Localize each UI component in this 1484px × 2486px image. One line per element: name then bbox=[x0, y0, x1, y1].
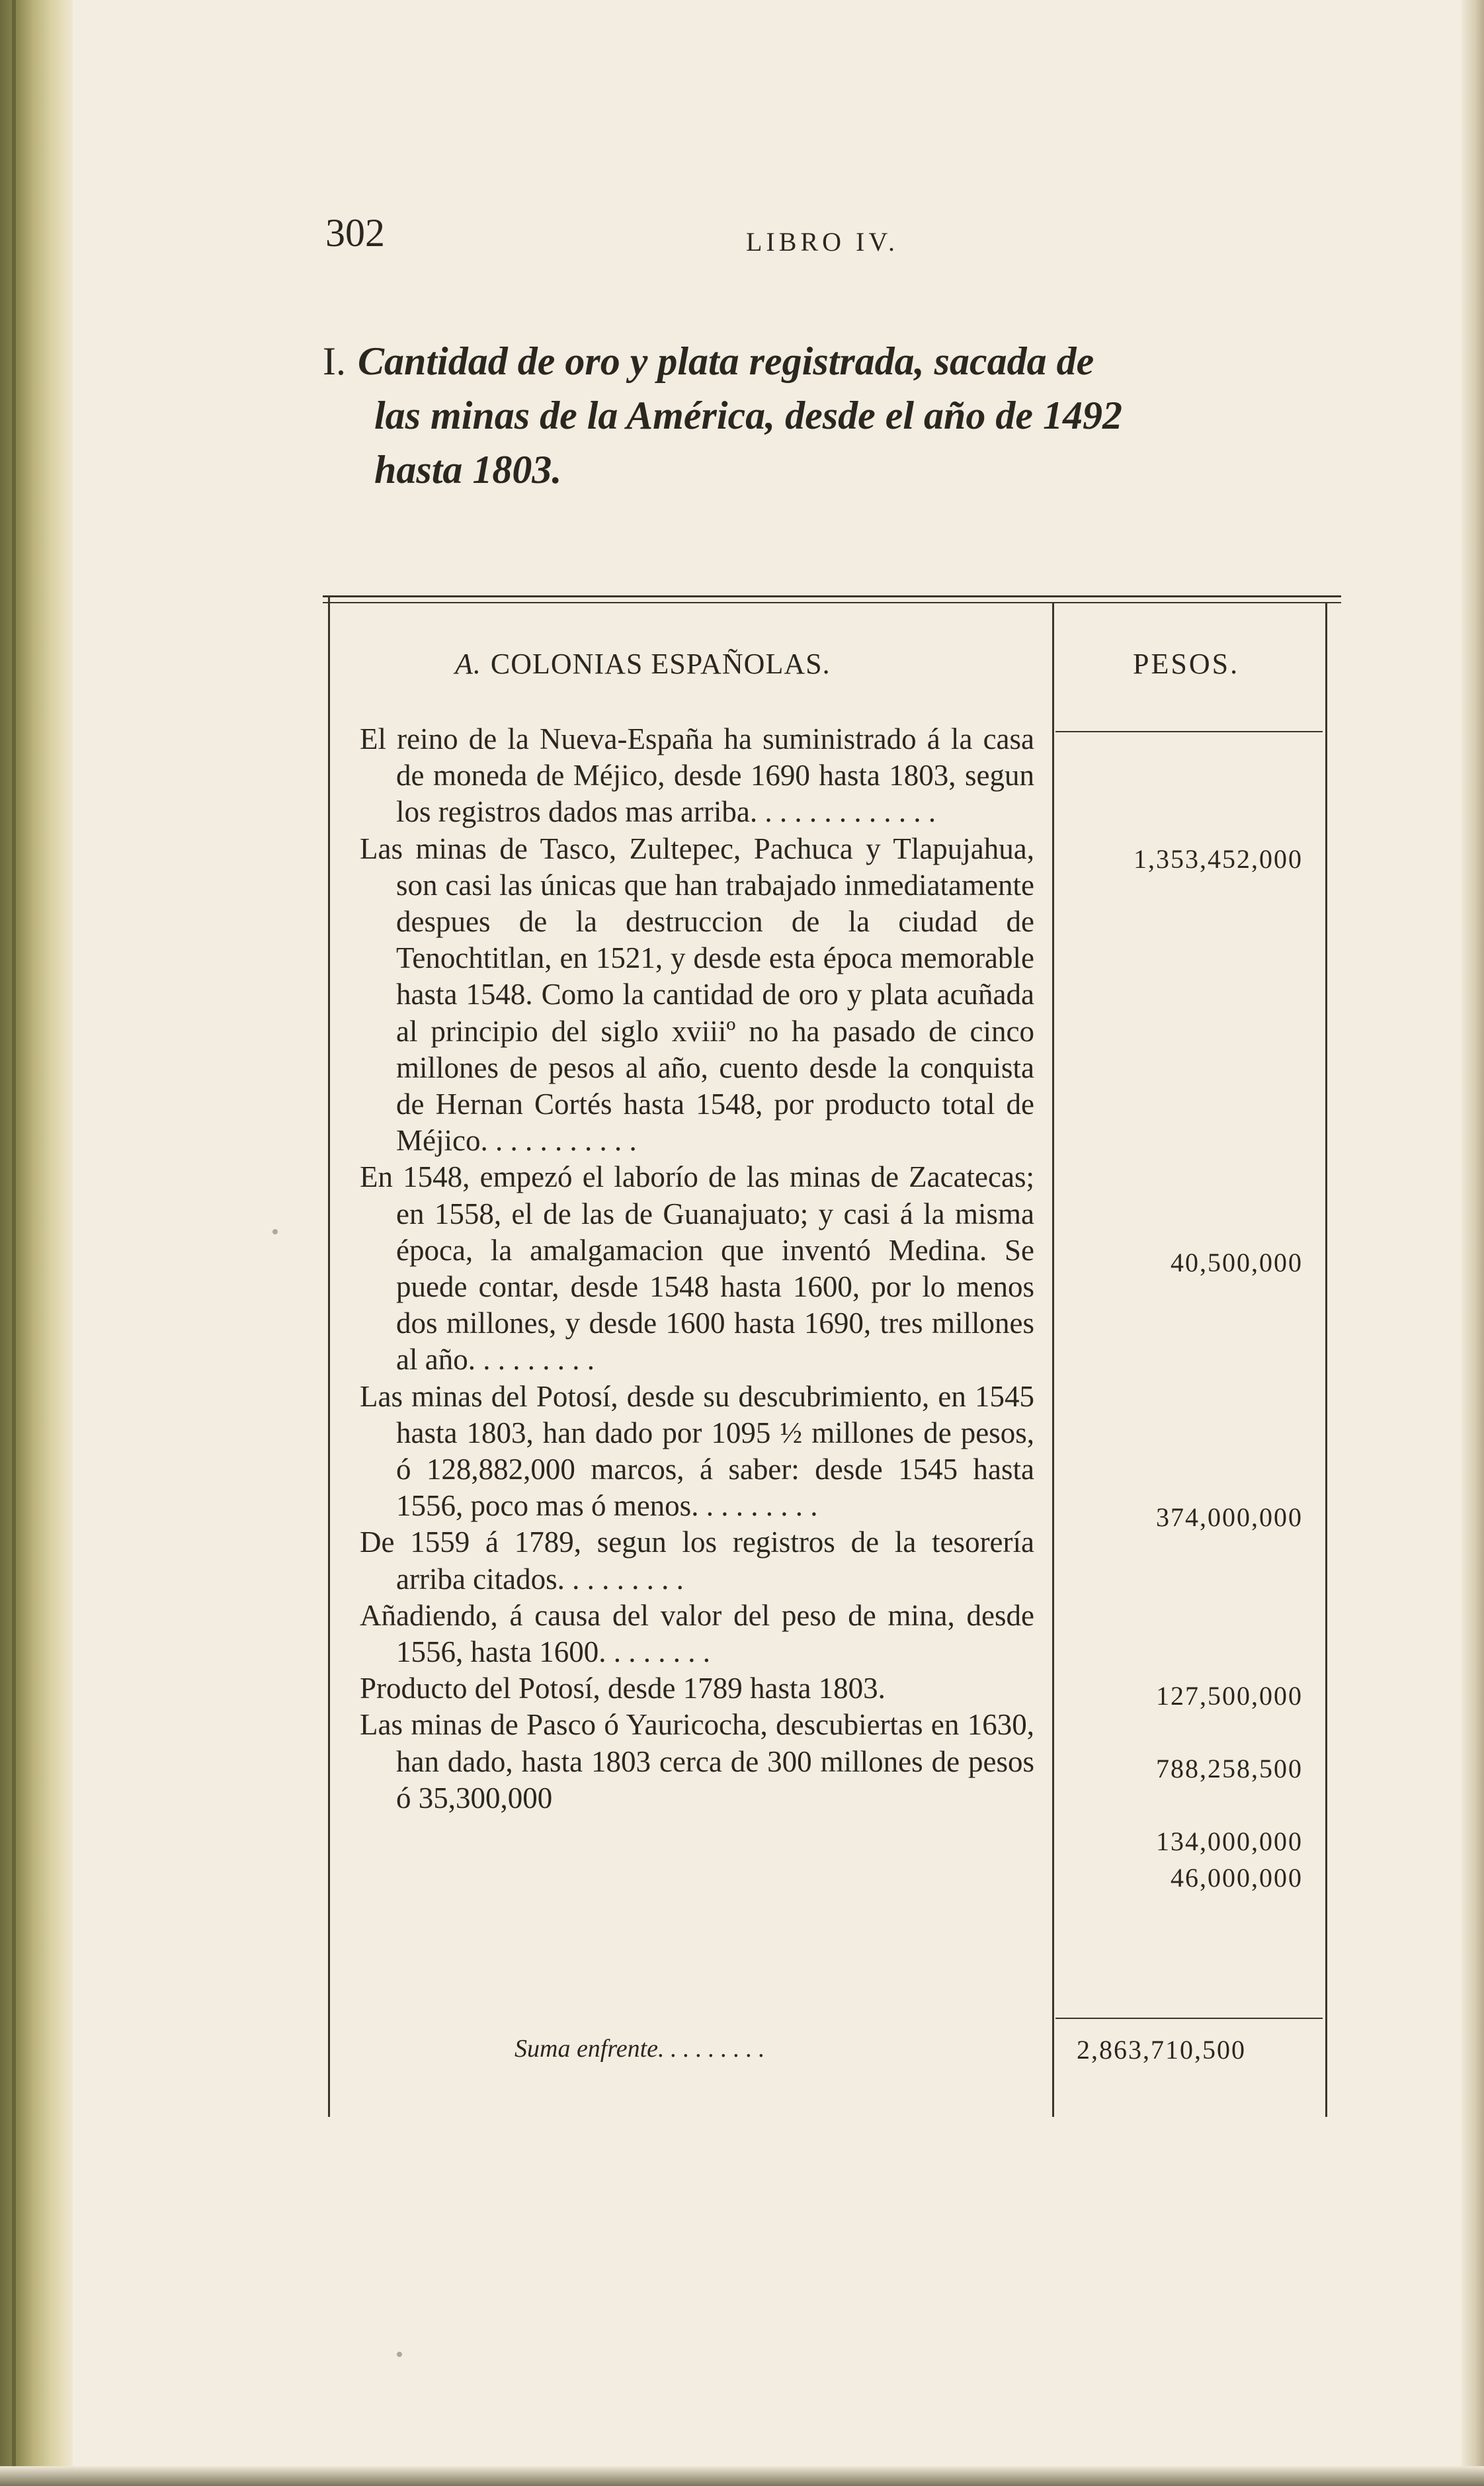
ink-speck bbox=[397, 2352, 402, 2357]
amount-potosi-1789-1803: 46,000,000 bbox=[1171, 1863, 1303, 1893]
running-head: LIBRO IV. bbox=[746, 227, 899, 257]
amount-tasco-zultepec: 40,500,000 bbox=[1171, 1248, 1303, 1277]
pesos-column-header: PESOS. bbox=[1133, 648, 1240, 680]
heading-line-3: hasta 1803. bbox=[374, 448, 562, 492]
amount-zacatecas-guanajuato: 374,000,000 bbox=[1156, 1502, 1303, 1532]
entries-text bbox=[360, 721, 1034, 1817]
colonies-column-header bbox=[455, 647, 831, 681]
page-bottom-edge bbox=[0, 2466, 1484, 2486]
amount-1559-1789: 788,258,500 bbox=[1156, 1754, 1303, 1783]
section-letter: A. bbox=[455, 648, 481, 680]
pesos-header-rule bbox=[1055, 731, 1323, 732]
entry-potosi-1545: Las minas del Potosí, desde su descubrimiento, en 1545 hasta 1803, han dado por 1095 ½ millones de pesos, ó 128,882,000 marcos, á saber: desde 1545 hasta 1556, poco mas ó menos. . . . . . . . . bbox=[360, 1379, 1034, 1523]
entry-pasco-yauricocha: Las minas de Pasco ó Yauricocha, descubiertas en 1630, han dado, hasta 1803 cerca de 300 millones de pesos ó 35,300,000 bbox=[360, 1708, 1034, 1815]
page-right-edge bbox=[1462, 0, 1484, 2486]
entry-nueva-espana: El reino de la Nueva-España ha suministrado á la casa de moneda de Méjico, desde 1690 hasta 1803, segun los registros dados mas arriba. . . . . . . . . . . . . bbox=[360, 722, 1034, 829]
table-top-rule-inner bbox=[323, 602, 1341, 603]
entry-zacatecas-guanajuato: En 1548, empezó el laborío de las minas de Zacatecas; en 1558, el de las de Guanajuato; y casi á la misma época, la amalgamacion que inventó Medina. Se puede contar, desde 1548 hasta 1600, por lo menos dos millones, y desde 1600 hasta 1690, tres millones al año. . . . . . . . . bbox=[360, 1160, 1034, 1377]
table-right-border bbox=[1325, 602, 1327, 2117]
section-heading bbox=[323, 334, 1354, 497]
entry-1559-1789: De 1559 á 1789, segun los registros de la tesorería arriba citados. . . . . . . . . bbox=[360, 1525, 1034, 1596]
page-number: 302 bbox=[325, 211, 385, 255]
section-title: COLONIAS ESPAÑOLAS. bbox=[490, 648, 831, 680]
sum-rule bbox=[1055, 2018, 1323, 2019]
table-top-rule bbox=[323, 595, 1341, 597]
table-column-divider bbox=[1052, 602, 1054, 2117]
book-binding-edge bbox=[0, 0, 73, 2486]
entry-tasco-zultepec: Las minas de Tasco, Zultepec, Pachuca y Tlapujahua, son casi las únicas que han trabajado inmediatamente despues de la destruccion de la ciudad de Tenochtitlan, en 1521, y desde esta época memorable hasta 1548. Como la cantidad de oro y plata acuñada al principio del siglo xviiiº no ha pasado de cinco millones de pesos al año, cuento desde la conquista de Hernan Cortés hasta 1548, por producto total de Méjico. . . . . . . . . . . bbox=[360, 832, 1034, 1158]
sum-label: Suma enfrente. . . . . . . . . bbox=[515, 2035, 765, 2063]
amount-potosi-1545: 127,500,000 bbox=[1156, 1681, 1303, 1711]
heading-line-1: Cantidad de oro y plata registrada, sacada de bbox=[357, 339, 1094, 383]
table-left-border bbox=[328, 595, 330, 2117]
amount-peso-de-mina: 134,000,000 bbox=[1156, 1826, 1303, 1856]
heading-number: I. bbox=[323, 339, 346, 383]
amount-nueva-espana: 1,353,452,000 bbox=[1134, 844, 1303, 874]
entry-peso-de-mina: Añadiendo, á causa del valor del peso de mina, desde 1556, hasta 1600. . . . . . . . bbox=[360, 1598, 1034, 1669]
sum-amount: 2,863,710,500 bbox=[1077, 2035, 1246, 2065]
heading-line-2: las minas de la América, desde el año de 1492 bbox=[374, 394, 1123, 437]
ink-speck bbox=[272, 1229, 278, 1234]
entry-potosi-1789-1803: Producto del Potosí, desde 1789 hasta 1803. bbox=[360, 1672, 886, 1705]
production-table bbox=[323, 595, 1341, 2117]
